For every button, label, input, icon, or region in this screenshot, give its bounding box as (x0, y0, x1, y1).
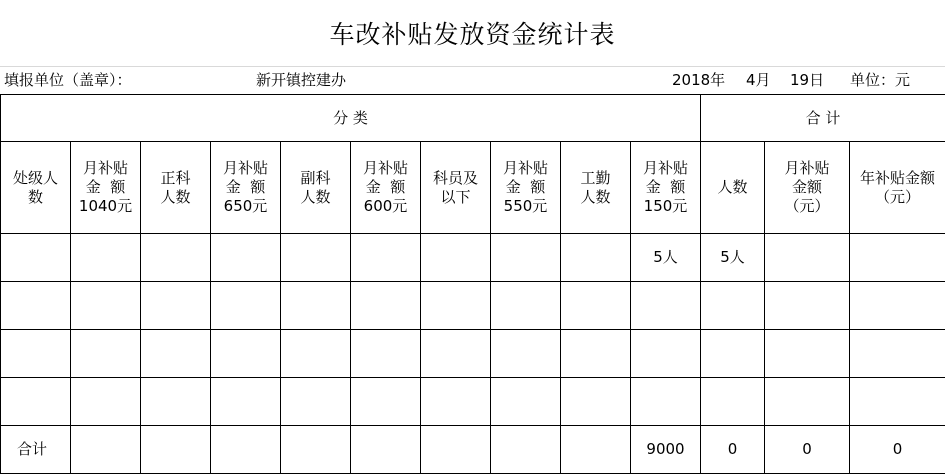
column-header (421, 142, 491, 234)
totals-cell[interactable] (491, 426, 561, 474)
table-cell[interactable] (561, 378, 631, 426)
table-cell[interactable] (850, 378, 945, 426)
table-cell[interactable] (141, 330, 211, 378)
table-cell[interactable] (351, 330, 421, 378)
table-cell[interactable]: 5人 (701, 234, 765, 282)
column-header-line: 处级人 (1, 169, 70, 188)
column-header-line: 月补贴 (351, 159, 420, 178)
table-cell[interactable] (421, 234, 491, 282)
column-header (1, 142, 71, 234)
group-header-row (1, 95, 945, 142)
table-cell[interactable] (351, 378, 421, 426)
table-row (1, 282, 945, 330)
column-header-line: 科员及 (421, 169, 490, 188)
totals-label: 合计 (1, 426, 71, 474)
totals-cell[interactable] (141, 426, 211, 474)
category-group-header: 分 类 (1, 95, 701, 142)
table-cell[interactable] (850, 234, 945, 282)
totals-cell[interactable]: 0 (850, 426, 945, 474)
table-cell[interactable] (850, 282, 945, 330)
totals-cell[interactable] (351, 426, 421, 474)
totals-cell[interactable] (71, 426, 141, 474)
table-cell[interactable] (71, 330, 141, 378)
column-header-line: 金 额 (211, 178, 280, 197)
table-cell[interactable] (211, 330, 281, 378)
currency-unit: 单位：元 (850, 66, 910, 94)
table-cell[interactable] (631, 330, 701, 378)
column-header-line: 月补贴 (765, 159, 849, 178)
table-cell[interactable] (141, 234, 211, 282)
table-cell[interactable] (211, 282, 281, 330)
table-cell[interactable] (765, 282, 850, 330)
column-header-line: 金 额 (491, 178, 560, 197)
totals-cell[interactable] (421, 426, 491, 474)
column-header-line: 月补贴 (491, 159, 560, 178)
table-cell[interactable] (491, 378, 561, 426)
column-header (631, 142, 701, 234)
column-header (561, 142, 631, 234)
table-cell[interactable] (281, 330, 351, 378)
table-cell[interactable] (71, 234, 141, 282)
totals-cell[interactable] (211, 426, 281, 474)
column-header (701, 142, 765, 234)
table-cell[interactable] (765, 330, 850, 378)
column-header-line: 550元 (491, 197, 560, 216)
column-header-line: 600元 (351, 197, 420, 216)
table-cell[interactable] (491, 330, 561, 378)
column-header-line: 人数 (701, 178, 764, 197)
reporting-unit-name: 新开镇控建办 (256, 66, 346, 94)
column-header-line: 金 额 (351, 178, 420, 197)
column-header-line: 以下 (421, 188, 490, 207)
table-cell[interactable] (351, 282, 421, 330)
column-header-line: 年补贴金额 (850, 169, 945, 188)
column-header (71, 142, 141, 234)
table-cell[interactable] (850, 330, 945, 378)
column-header (351, 142, 421, 234)
table-cell[interactable] (701, 330, 765, 378)
subsidy-table (0, 94, 945, 474)
table-row (1, 330, 945, 378)
table-cell[interactable] (765, 234, 850, 282)
table-cell[interactable] (71, 378, 141, 426)
table-row (1, 378, 945, 426)
table-cell[interactable] (141, 282, 211, 330)
column-header (141, 142, 211, 234)
table-cell[interactable] (211, 234, 281, 282)
column-header-line: 1040元 (71, 197, 140, 216)
column-header-line: 人数 (281, 188, 350, 207)
column-header-line: （元） (765, 197, 849, 216)
totals-cell[interactable]: 9000 (631, 426, 701, 474)
totals-row (1, 426, 945, 474)
table-cell[interactable] (1, 330, 71, 378)
column-header-line: 150元 (631, 197, 700, 216)
column-header-row (1, 142, 945, 234)
column-header-line: （元） (850, 188, 945, 207)
table-cell[interactable] (491, 282, 561, 330)
table-cell[interactable] (351, 234, 421, 282)
reporting-unit-label: 填报单位（盖章）： (4, 66, 132, 94)
column-header (491, 142, 561, 234)
table-cell[interactable] (421, 378, 491, 426)
column-header-line: 月补贴 (211, 159, 280, 178)
column-header-line: 正科 (141, 169, 210, 188)
table-cell[interactable] (421, 330, 491, 378)
column-header-line: 人数 (561, 188, 630, 207)
totals-cell[interactable] (281, 426, 351, 474)
table-cell[interactable] (701, 378, 765, 426)
column-header-line: 副科 (281, 169, 350, 188)
column-header (211, 142, 281, 234)
table-cell[interactable] (765, 378, 850, 426)
totals-cell[interactable] (561, 426, 631, 474)
column-header-line: 月补贴 (71, 159, 140, 178)
column-header-line: 金 额 (71, 178, 140, 197)
column-header-line: 人数 (141, 188, 210, 207)
table-row (1, 234, 945, 282)
table-cell[interactable]: 5人 (631, 234, 701, 282)
report-year: 2018年 (672, 66, 725, 94)
table-cell[interactable] (1, 282, 71, 330)
table-cell[interactable] (631, 378, 701, 426)
table-cell[interactable] (211, 378, 281, 426)
column-header (765, 142, 850, 234)
table-cell[interactable] (281, 282, 351, 330)
column-header (850, 142, 945, 234)
table-cell[interactable] (1, 234, 71, 282)
column-header-line: 月补贴 (631, 159, 700, 178)
table-cell[interactable] (281, 378, 351, 426)
table-cell[interactable] (561, 282, 631, 330)
column-header-line: 数 (1, 188, 70, 207)
totals-cell[interactable]: 0 (765, 426, 850, 474)
column-header-line: 金 额 (631, 178, 700, 197)
column-header (281, 142, 351, 234)
table-cell[interactable] (701, 282, 765, 330)
report-day: 19日 (790, 66, 824, 94)
column-header-line: 650元 (211, 197, 280, 216)
total-group-header: 合 计 (701, 95, 945, 142)
table-cell[interactable] (561, 234, 631, 282)
table-cell[interactable] (281, 234, 351, 282)
sheet-title: 车改补贴发放资金统计表 (0, 0, 945, 67)
data-rows (1, 234, 945, 426)
table-cell[interactable] (71, 282, 141, 330)
table-cell[interactable] (141, 378, 211, 426)
table-cell[interactable] (1, 378, 71, 426)
table-cell[interactable] (491, 234, 561, 282)
column-header-line: 金额 (765, 178, 849, 197)
column-header-line: 工勤 (561, 169, 630, 188)
totals-cell[interactable]: 0 (701, 426, 765, 474)
table-cell[interactable] (561, 330, 631, 378)
table-cell[interactable] (421, 282, 491, 330)
table-cell[interactable] (631, 282, 701, 330)
report-month: 4月 (746, 66, 771, 94)
